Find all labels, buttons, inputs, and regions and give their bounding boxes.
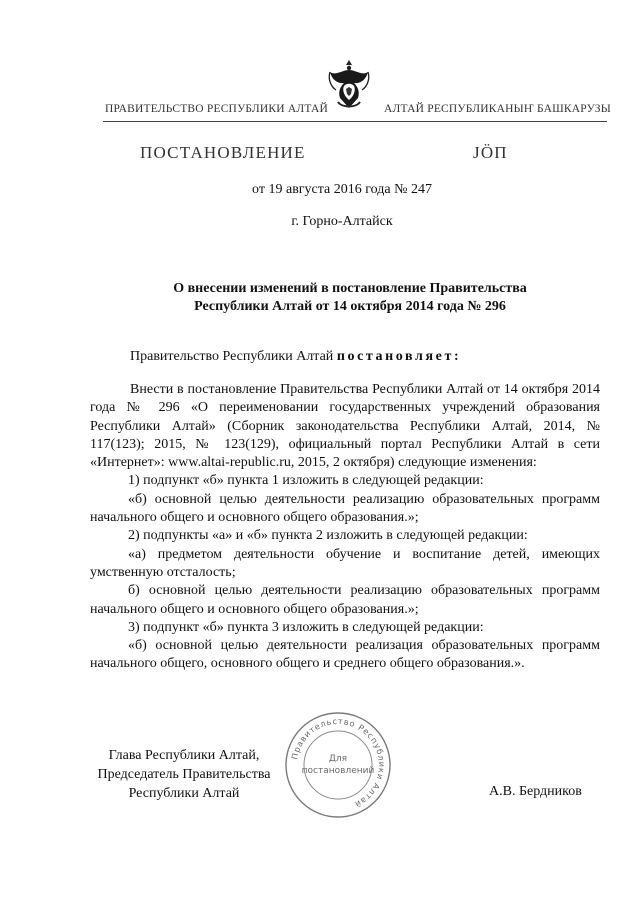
paragraph: «а) предметом деятельности обучение и воспитание детей, имеющих умственную отсталость;	[90, 546, 600, 580]
paragraph: 1) подпункт «б» пункта 1 изложить в следующей редакции:	[128, 473, 484, 489]
paragraph: Внести в постановление Правительства Республики Алтай от 14 октября 2014 года № 296 «О переименовании государственных учреждений образования Республики Алтай» (Сборник законодательства Республики Алтай, 2014, № 117(123); 2015, № 123(129), официальный портал Республики Алтай в сети «Интернет»: www.altai-republic.ru, 2015, 2 октября) следующие изменения:	[90, 382, 600, 471]
document-body	[90, 381, 600, 674]
resolves-verb: постановляет:	[336, 349, 462, 364]
paragraph: 3) подпункт «б» пункта 3 изложить в следующей редакции:	[128, 619, 484, 635]
signatory-position	[90, 746, 278, 803]
stamp-center-line-1: Для	[328, 754, 348, 764]
header-left-title: ПРАВИТЕЛЬСТВО РЕСПУБЛИКИ АЛТАЙ	[105, 103, 329, 115]
doc-type-right: JӦП	[473, 143, 508, 162]
signatory-line-3: Республики Алтай	[128, 786, 240, 801]
title-line-1: О внесении изменений в постановление Правительства	[173, 281, 527, 296]
document-title	[100, 280, 600, 316]
header-right-title: АЛТАЙ РЕСПУБЛИКАНЫҤ БАШКАРУЗЫ	[384, 103, 611, 115]
signatory-line-1: Глава Республики Алтай,	[108, 748, 260, 763]
paragraph: 2) подпункты «а» и «б» пункта 2 изложить в следующей редакции:	[128, 528, 528, 544]
date-line: от 19 августа 2016 года № 247	[252, 182, 432, 197]
signatory-line-2: Председатель Правительства	[97, 767, 271, 782]
resolves-prefix: Правительство Республики Алтай	[130, 349, 337, 364]
resolves-line	[130, 349, 461, 365]
paragraph: б) основной целью деятельности реализацию образовательных программ начального общего и основного общего образования.»;	[90, 583, 600, 617]
signatory-name: А.В. Бердников	[489, 784, 582, 799]
stamp-center-line-2: постановлений	[301, 766, 375, 776]
title-line-2: Республики Алтай от 14 октября 2014 года № 296	[194, 299, 506, 314]
paragraph: «б) основной целью деятельности реализация образовательных программ начального общего, основного общего и среднего общего образования.».	[90, 638, 600, 672]
paragraph: «б) основной целью деятельности реализацию образовательных программ начального общего и основного общего образования.»;	[90, 491, 600, 526]
stamp-ring-text: Правительство Республики Алтай	[289, 715, 388, 811]
doc-type-left: ПОСТАНОВЛЕНИЕ	[140, 143, 306, 162]
official-stamp	[283, 710, 393, 820]
header-divider	[103, 121, 607, 122]
coat-of-arms-emblem	[324, 56, 374, 114]
city-line: г. Горно-Алтайск	[291, 214, 393, 229]
